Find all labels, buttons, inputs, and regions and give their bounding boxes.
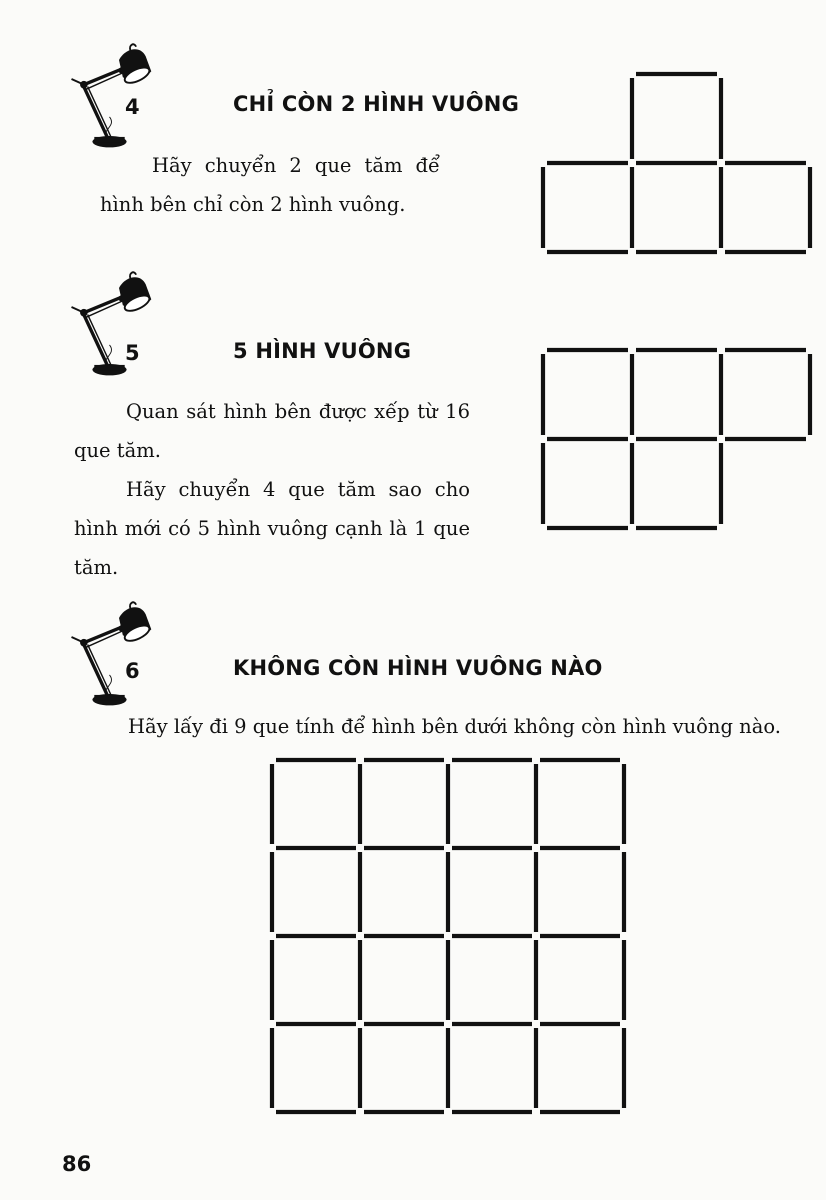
desk-lamp-icon bbox=[62, 598, 157, 713]
matchstick-figure-4 bbox=[540, 70, 815, 250]
matchstick-figure-6 bbox=[268, 756, 640, 1112]
problem-text bbox=[76, 707, 816, 746]
problem-title: CHỈ CÒN 2 HÌNH VUÔNG bbox=[233, 92, 520, 116]
desk-lamp-icon bbox=[62, 40, 157, 155]
page-number: 86 bbox=[62, 1152, 92, 1176]
paragraph: Hãy chuyển 2 que tăm để hình bên chỉ còn 2 hình vuông. bbox=[100, 154, 440, 216]
paragraph: Quan sát hình bên được xếp từ 16 que tăm. bbox=[74, 400, 470, 462]
paragraph: Hãy lấy đi 9 que tính để hình bên dưới không còn hình vuông nào. bbox=[128, 715, 781, 738]
problem-number: 6 bbox=[125, 659, 140, 683]
paragraph: Hãy chuyển 4 que tăm sao cho hình mới có 5 hình vuông cạnh là 1 que tăm. bbox=[74, 478, 470, 579]
problem-title: 5 HÌNH VUÔNG bbox=[233, 339, 412, 363]
problem-number: 5 bbox=[125, 341, 140, 365]
problem-number: 4 bbox=[125, 95, 140, 119]
problem-title: KHÔNG CÒN HÌNH VUÔNG NÀO bbox=[233, 656, 603, 680]
problem-text bbox=[74, 392, 470, 587]
desk-lamp-icon bbox=[62, 268, 157, 383]
problem-text bbox=[100, 146, 440, 224]
matchstick-figure-5 bbox=[540, 346, 815, 526]
